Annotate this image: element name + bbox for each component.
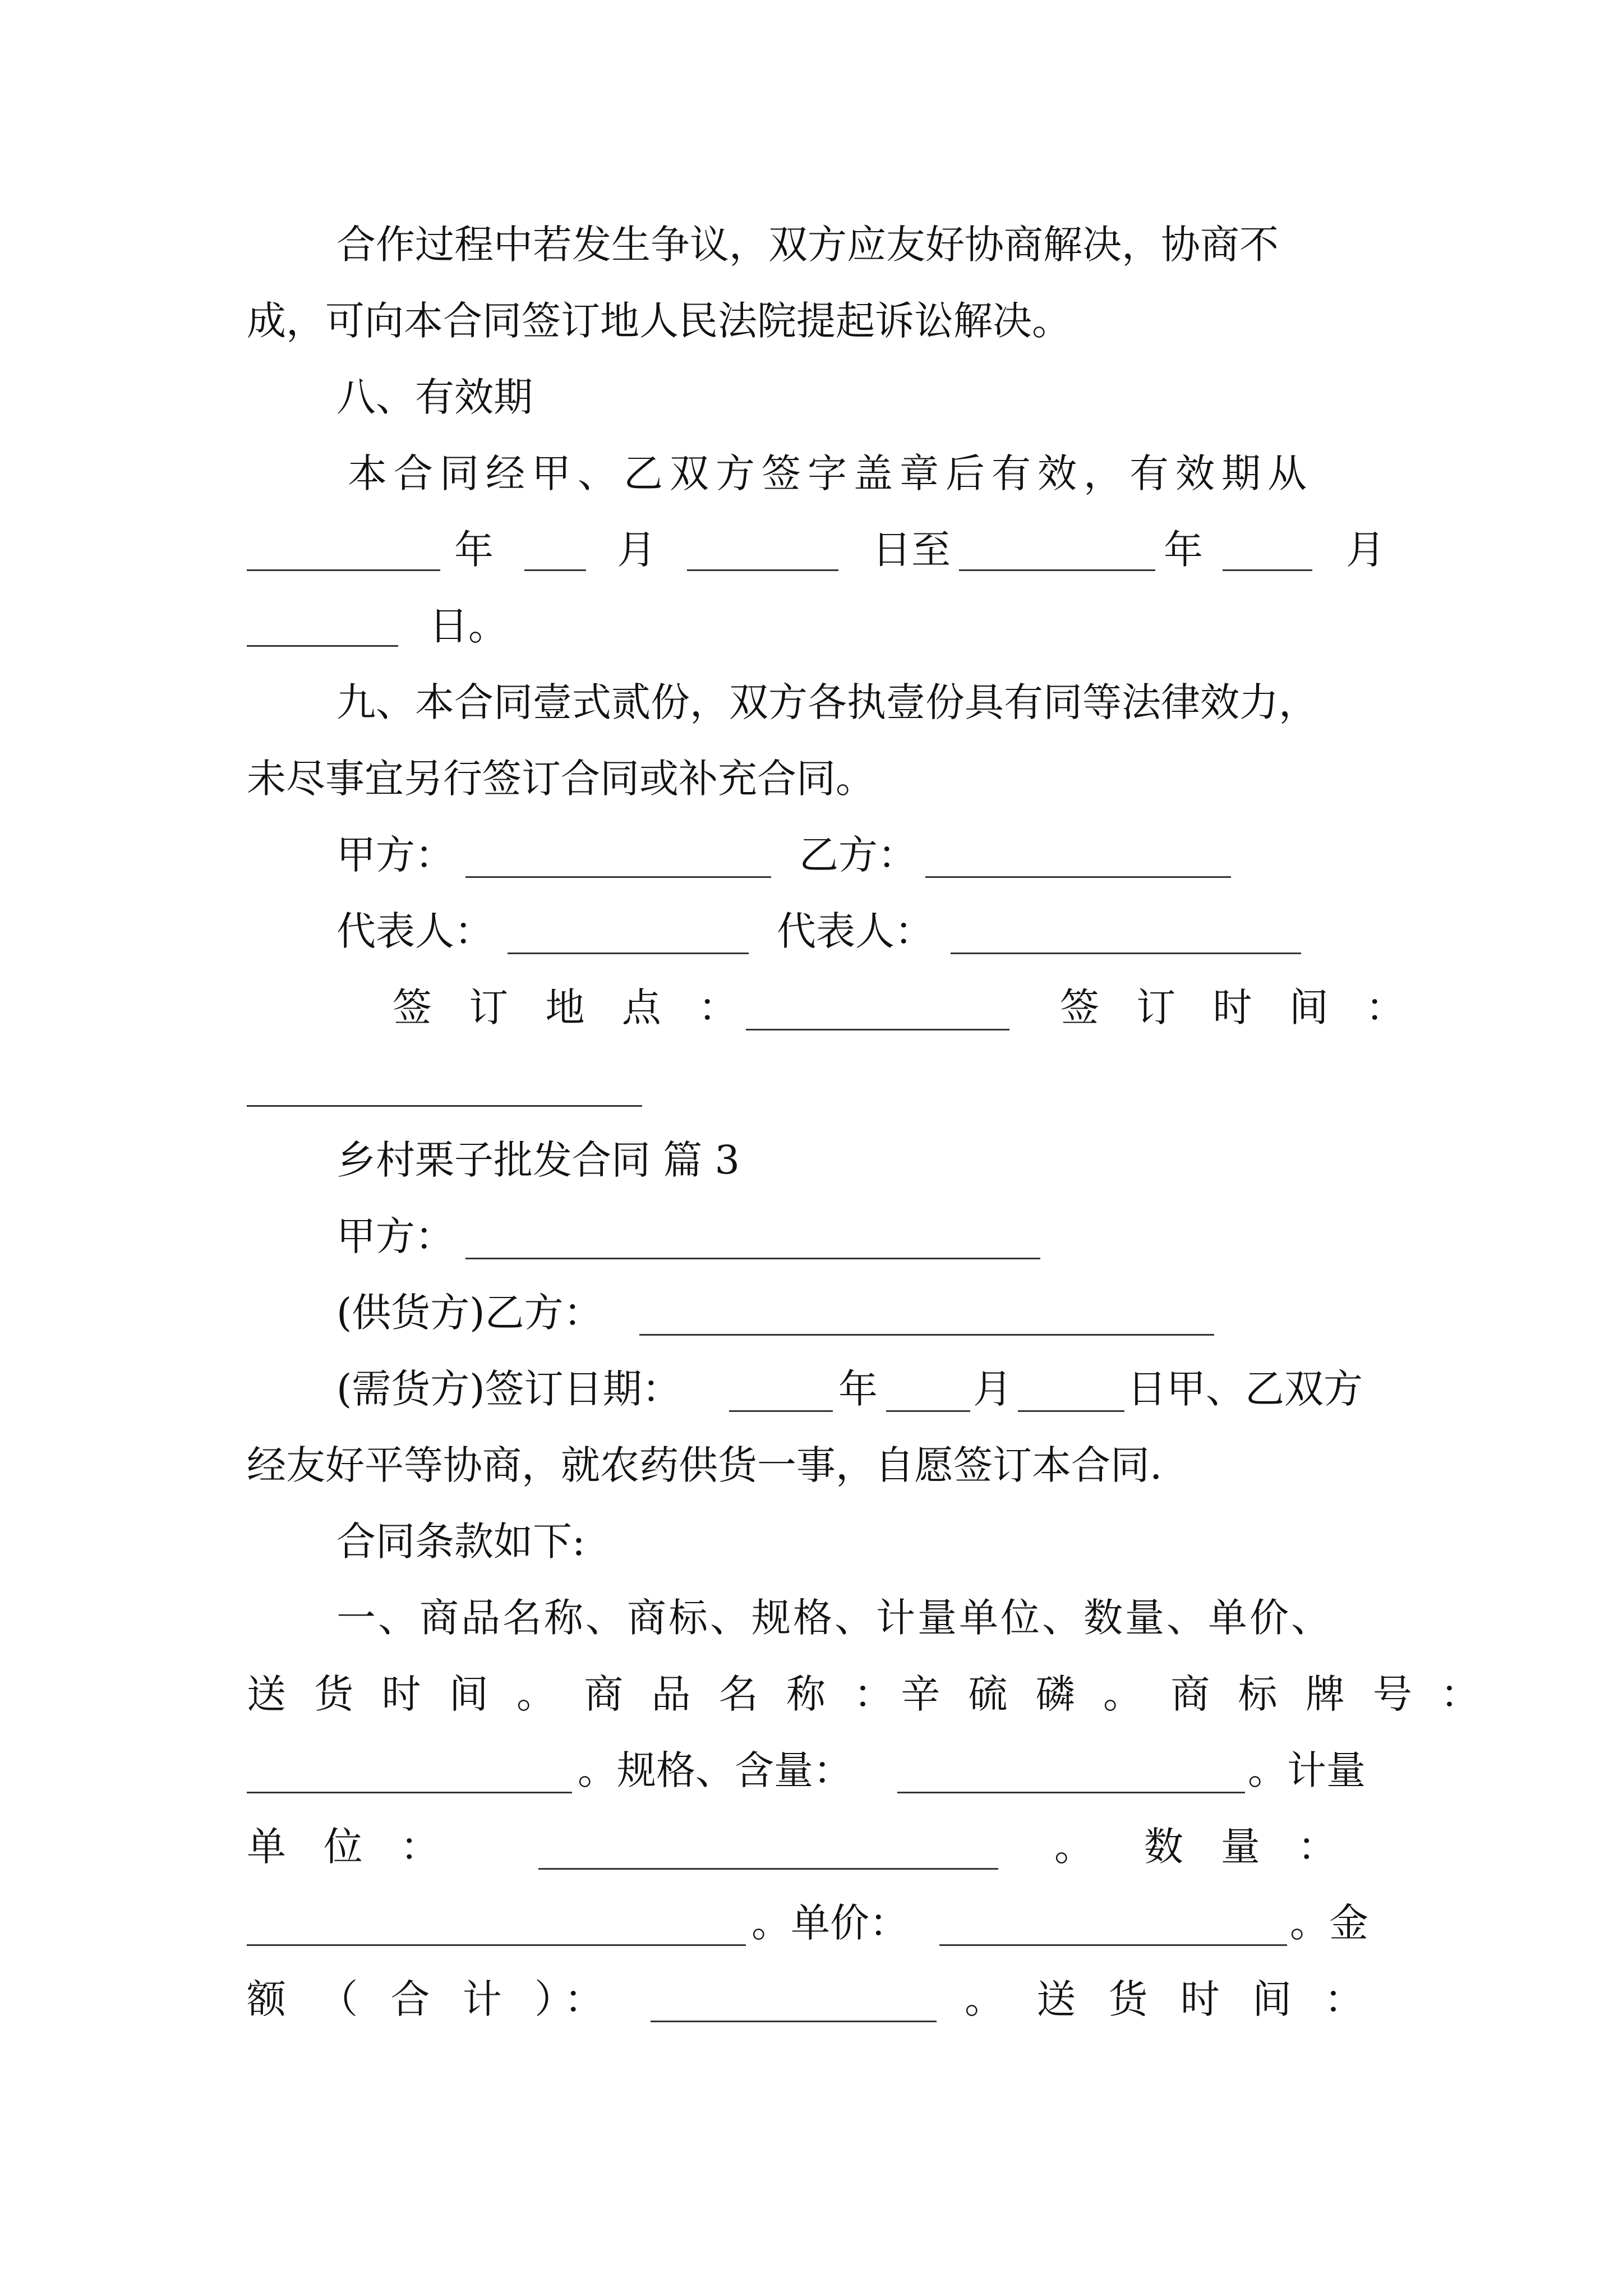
label-year: 年 [838, 1366, 878, 1412]
sign-time-field[interactable] [247, 1105, 642, 1107]
paragraph-line: 合同条款如下: [336, 1519, 585, 1565]
sign-date-label: (需货方)签订日期： [336, 1366, 681, 1412]
blank-line[interactable] [247, 569, 440, 571]
paragraph-line: 一、商品名称、商标、规格、计量单位、数量、单价、 [336, 1595, 1332, 1641]
spec-field[interactable] [897, 1792, 1245, 1793]
party-b-label: 乙方： [799, 832, 917, 878]
paragraph-line: 合作过程中若发生争议，双方应友好协商解决，协商不 [336, 222, 1279, 268]
amount-label: 额 （ 合 计 ）： [247, 1976, 614, 2022]
blank-line[interactable] [247, 645, 398, 647]
paragraph-line: 。计量 [1248, 1747, 1366, 1793]
paragraph-line: 。 [1054, 1824, 1094, 1870]
quantity-label: 数 量 ： [1144, 1824, 1337, 1870]
spec-label: 。规格、含量： [578, 1747, 852, 1793]
label-month: 月 [973, 1366, 1012, 1412]
label-day: 日。 [429, 603, 508, 649]
party-a-field[interactable] [465, 876, 771, 878]
label-month: 月 [617, 527, 656, 573]
party-a-label: 甲方： [336, 832, 454, 878]
price-field[interactable] [939, 1944, 1287, 1946]
blank-line[interactable] [1223, 569, 1312, 571]
paragraph-line: 日甲、乙双方 [1127, 1366, 1363, 1412]
paragraph-line: 。金 [1290, 1900, 1368, 1946]
supplier-label: (供货方)乙方： [336, 1290, 603, 1336]
contract-title: 乡村栗子批发合同 篇 3 [336, 1137, 740, 1183]
party-a-label: 甲方： [336, 1213, 454, 1259]
representative-a-field[interactable] [508, 953, 749, 954]
delivery-time-label: 。 送 货 时 间 ： [965, 1976, 1374, 2022]
label-year: 年 [454, 527, 494, 573]
sign-time-label: 签 订 时 间 ： [1060, 984, 1418, 1030]
label-day-to: 日至 [872, 527, 951, 573]
brand-field[interactable] [247, 1792, 572, 1793]
supplier-field[interactable] [639, 1334, 1214, 1336]
paragraph-line: 经友好平等协商，就农药供货一事，自愿签订本合同. [247, 1442, 1163, 1488]
label-year: 年 [1164, 527, 1203, 573]
blank-line[interactable] [687, 569, 838, 571]
unit-label: 单 位 ： [247, 1824, 440, 1870]
price-label: 。单价： [751, 1900, 909, 1946]
quantity-field[interactable] [247, 1944, 746, 1946]
unit-field[interactable] [538, 1868, 998, 1870]
label-month: 月 [1346, 527, 1385, 573]
blank-line[interactable] [524, 569, 586, 571]
section-heading: 八、有效期 [336, 374, 533, 420]
sign-place-label: 签 订 地 点 ： [393, 984, 750, 1030]
sign-place-field[interactable] [746, 1029, 1009, 1030]
party-b-field[interactable] [925, 876, 1231, 878]
representative-a-label: 代表人： [336, 908, 494, 954]
paragraph-line: 本合同经甲、乙双方签字盖章后有效，有效期从 [348, 450, 1313, 496]
paragraph-line: 成，可向本合同签订地人民法院提起诉讼解决。 [247, 298, 1071, 344]
paragraph-line: 送 货 时 间 。 商 品 名 称 ：辛 硫 磷 。 商 标 牌 号 ： [247, 1671, 1488, 1717]
blank-line[interactable] [959, 569, 1155, 571]
representative-b-label: 代表人： [777, 908, 934, 954]
paragraph-line: 未尽事宜另行签订合同或补充合同。 [247, 756, 875, 802]
blank-line[interactable] [729, 1410, 833, 1412]
amount-field[interactable] [651, 2021, 937, 2022]
blank-line[interactable] [886, 1410, 970, 1412]
blank-line[interactable] [1018, 1410, 1124, 1412]
party-a-field[interactable] [465, 1258, 1040, 1259]
paragraph-line: 九、本合同壹式贰份，双方各执壹份具有同等法律效力， [336, 679, 1318, 725]
representative-b-field[interactable] [951, 953, 1301, 954]
